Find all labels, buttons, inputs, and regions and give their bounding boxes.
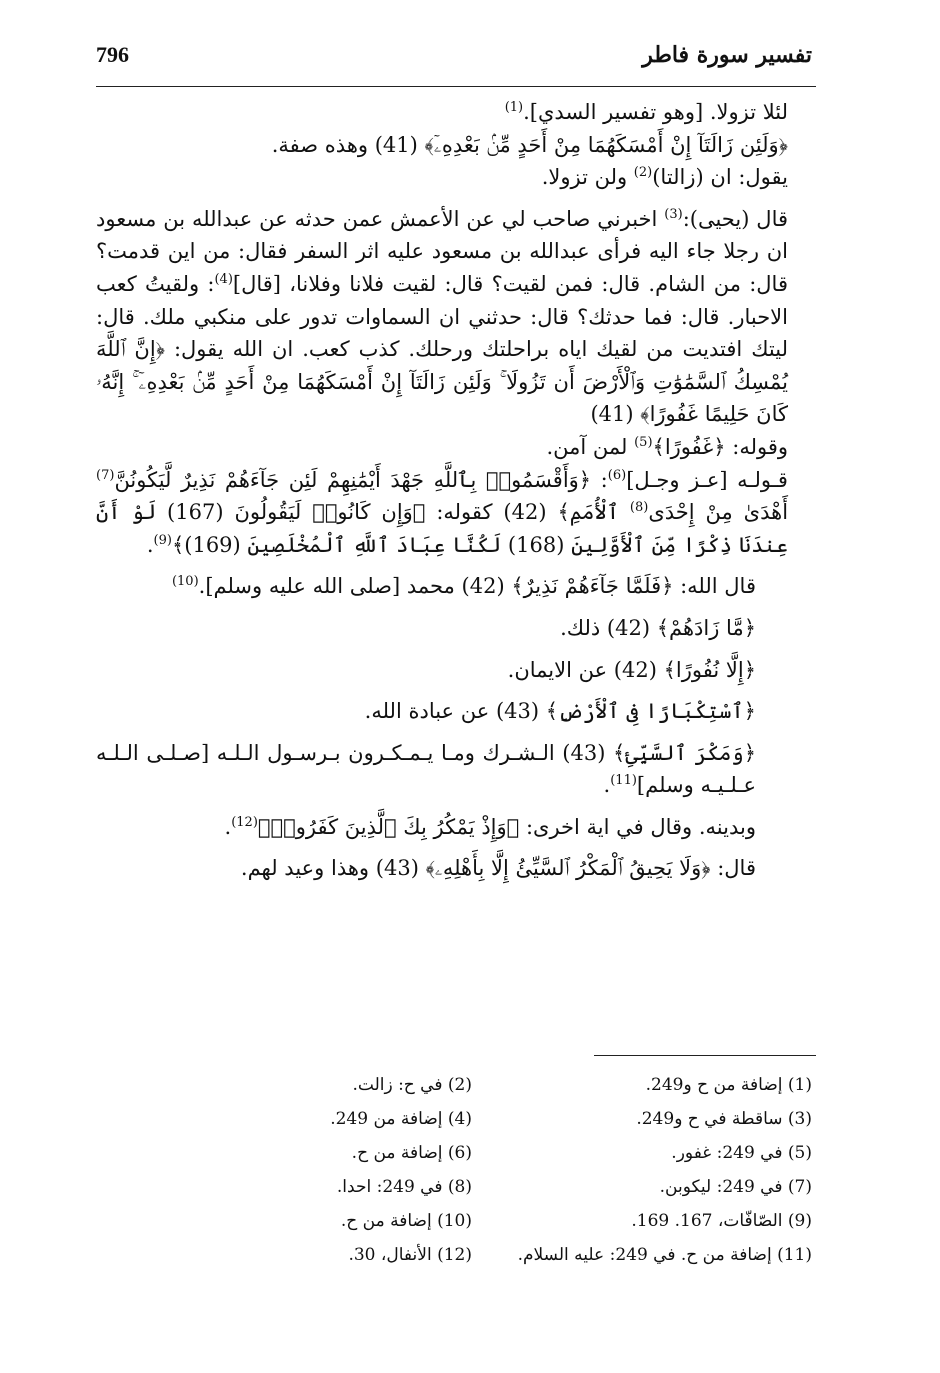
text-span: (41) bbox=[590, 402, 641, 427]
text-span: (167) bbox=[156, 500, 235, 525]
text-span: (42) كقوله: bbox=[425, 500, 558, 525]
page-number: 796 bbox=[96, 42, 129, 67]
quran-verse: ﴿وَلَئِن زَالَتَآ إِنْ أَمْسَكَهُمَا مِنْ أَحَدٍ مِّنۢ بَعْدِهِۦٓ﴾ bbox=[424, 132, 788, 157]
quran-verse: ﴿وَإِذْ يَمْكُرُ بِكَ ٱلَّذِينَ كَفَرُوا۟﴾ bbox=[257, 814, 520, 839]
text-span: . bbox=[603, 773, 611, 798]
footnote: (5) في 249: غفور. bbox=[671, 1143, 812, 1163]
paragraph bbox=[96, 203, 816, 431]
text-span: (43) عن عبادة الله. bbox=[364, 699, 546, 724]
footnote: (1) إضافة من ح و249. bbox=[645, 1075, 812, 1095]
footnote: (4) إضافة من 249. bbox=[330, 1109, 472, 1129]
text-span: قال: bbox=[710, 856, 756, 881]
text-span: (168) bbox=[501, 532, 572, 557]
paragraph bbox=[96, 464, 816, 562]
quran-verse: ﴿إِلَّا نُفُورًا﴾ bbox=[663, 657, 756, 682]
footnote: (3) ساقطة في ح و249. bbox=[636, 1109, 812, 1129]
main-text bbox=[96, 96, 816, 885]
footnotes bbox=[160, 1068, 812, 1272]
paragraph bbox=[96, 96, 816, 129]
paragraph bbox=[96, 737, 816, 802]
footnote-ref: (2) bbox=[633, 165, 653, 181]
footnote: (7) في 249: ليكوبن. bbox=[659, 1177, 812, 1197]
footnote-ref: (1) bbox=[504, 100, 524, 115]
text-span: ولن تزولا. bbox=[541, 165, 634, 190]
text-span: (42) عن الايمان. bbox=[507, 657, 664, 682]
footnote-row bbox=[160, 1102, 812, 1136]
text-span: (42) محمد [صلى الله عليه وسلم]. bbox=[198, 574, 512, 599]
text-span: اخبرني صاحب لي عن الأعمش عمن حدثه عن عبدالله بن مسعود ان رجلا جاء اليه فرأى عبدالله بن مسعود عليه اثر السفر فقال: من اين قدمت؟ قال: من الشام. قال: فمن لقيت؟ قال: لقيت فلانا وفلانا، [قال] bbox=[96, 206, 788, 296]
text-span: قـولـه [عـز وجـل] bbox=[626, 467, 788, 492]
quran-verse: ﴿وَمَكْرَ ٱلسَّيِّئِ﴾ bbox=[613, 740, 757, 765]
footnote-ref: (12) bbox=[231, 814, 258, 830]
text-span: (42) ذلك. bbox=[560, 615, 657, 640]
footnote: (9) الصّافّات، 167. 169. bbox=[631, 1211, 812, 1231]
text-span: وقوله: bbox=[725, 434, 788, 459]
footnote: (8) في 249: احدا. bbox=[336, 1177, 472, 1197]
text-span: (43) وهذا وعيد لهم. bbox=[240, 856, 426, 881]
quran-verse: ﴿فَلَمَّا جَآءَهُمْ نَذِيرٌ﴾ bbox=[511, 574, 674, 599]
running-title: تفسير سورة فاطر bbox=[642, 42, 812, 68]
paragraph bbox=[96, 695, 816, 728]
quran-verse: ﴿وَإِن كَانُوا۟ لَيَقُولُونَ bbox=[234, 500, 426, 525]
text-span: (41) وهذه صفة. bbox=[271, 132, 425, 157]
footnote: (10) إضافة من ح. bbox=[340, 1211, 472, 1231]
paragraph bbox=[96, 811, 816, 844]
footnote-ref: (3) bbox=[664, 206, 683, 222]
quran-verse: ﴿مَّا زَادَهُمْ﴾ bbox=[656, 615, 756, 640]
paragraph bbox=[96, 431, 816, 464]
text-span: لئلا تزولا. [وهو تفسير السدي]. bbox=[523, 100, 788, 124]
footnote-ref: (8) bbox=[629, 500, 649, 516]
footnote: (11) إضافة من ح. في 249: عليه السلام. bbox=[517, 1245, 812, 1265]
quran-verse: ﴿وَلَا يَحِيقُ ٱلْمَكْرُ ٱلسَّيِّئُ إِلَّا بِأَهْلِهِۦ﴾ bbox=[425, 856, 711, 881]
paragraph bbox=[96, 612, 816, 645]
footnote-row bbox=[160, 1170, 812, 1204]
quran-verse: ﴿ٱسْتِكْبَارًا فِى ٱلْأَرْضِ﴾ bbox=[545, 699, 756, 724]
quran-verse: لَكُنَّا عِبَادَ ٱللَّهِ ٱلْمُخْلَصِينَ bbox=[247, 532, 502, 557]
quran-verse: لَوْ أَنَّ عِندَنَا ذِكْرًا مِّنَ ٱلْأَوَّلِينَ bbox=[96, 500, 788, 557]
quran-verse: أَهْدَىٰ مِنْ إِحْدَى bbox=[648, 500, 789, 525]
text-span: يقول: ان (زالتا) bbox=[652, 165, 788, 190]
footnote-ref: (6) bbox=[607, 467, 627, 483]
footnote-ref: (10) bbox=[171, 574, 199, 590]
text-span: قال (يحيى): bbox=[682, 206, 789, 231]
footnote: (6) إضافة من ح. bbox=[351, 1143, 472, 1163]
text-span: وبدينه. وقال في اية اخرى: bbox=[519, 814, 756, 839]
quran-verse: ﴿غَفُورًا﴾ bbox=[652, 434, 726, 459]
text-span: . bbox=[224, 814, 232, 839]
text-span: (169)﴾ bbox=[171, 532, 248, 557]
quran-verse: ﴿وَأَقْسَمُوا۟ بِٱللَّهِ جَهْدَ أَيْمَٰنِهِمْ لَئِن جَآءَهُمْ نَذِيرٌ لَّيَكُونُنَّ bbox=[114, 467, 592, 492]
text-span: . bbox=[146, 532, 154, 557]
footnote-row bbox=[160, 1204, 812, 1238]
text-span: (43) الـشـرك ومـا يـمـكـرون بـرسـول الـلـه [صـلـى الـلـه عـلـيـه وسلم] bbox=[96, 740, 756, 798]
text-span: قال الله: bbox=[673, 574, 756, 599]
footnote-row bbox=[160, 1068, 812, 1102]
page-header bbox=[96, 38, 816, 78]
paragraph bbox=[96, 129, 816, 162]
paragraph bbox=[96, 654, 816, 687]
text-span: : bbox=[591, 467, 608, 492]
quran-verse: ٱلْأُمَمِ﴾ bbox=[557, 500, 630, 525]
footnote-ref: (11) bbox=[610, 773, 637, 789]
footnote-ref: (7) bbox=[96, 467, 115, 483]
text-span: : ولقيتُ كعب الاحبار. قال: فما حدثك؟ قال: حدثني ان السماوات تدور على منكبي ملك. قال: ليتك افتديت من لقيك اياه براحلتك ورحلك. كذب كعب. ان الله يقول: bbox=[96, 271, 788, 362]
footnote-row bbox=[160, 1136, 812, 1170]
paragraph bbox=[96, 161, 816, 194]
footnote: (2) في ح: زالت. bbox=[352, 1075, 472, 1095]
footnote-ref: (5) bbox=[634, 434, 653, 450]
footnote-ref: (9) bbox=[153, 532, 172, 548]
footnote-row bbox=[160, 1238, 812, 1272]
text-span: لمن آمن. bbox=[546, 434, 635, 459]
paragraph bbox=[96, 570, 816, 603]
footnote: (12) الأنفال، 30. bbox=[348, 1245, 472, 1265]
footnote-divider bbox=[594, 1055, 816, 1056]
header-rule bbox=[96, 86, 816, 87]
footnote-ref: (4) bbox=[214, 271, 233, 287]
paragraph bbox=[96, 852, 816, 885]
quran-verse: ﴿إِنَّ ٱللَّهَ يُمْسِكُ ٱلسَّمَٰوَٰتِ وَٱلْأَرْضَ أَن تَزُولَا ۚ وَلَئِن زَالَتَآ إِنْ أَمْسَكَهُمَا مِنْ أَحَدٍ مِّنۢ بَعْدِهِۦٓ ۚ إِنَّهُۥ كَانَ حَلِيمًا غَفُورًا﴾ bbox=[96, 337, 788, 427]
